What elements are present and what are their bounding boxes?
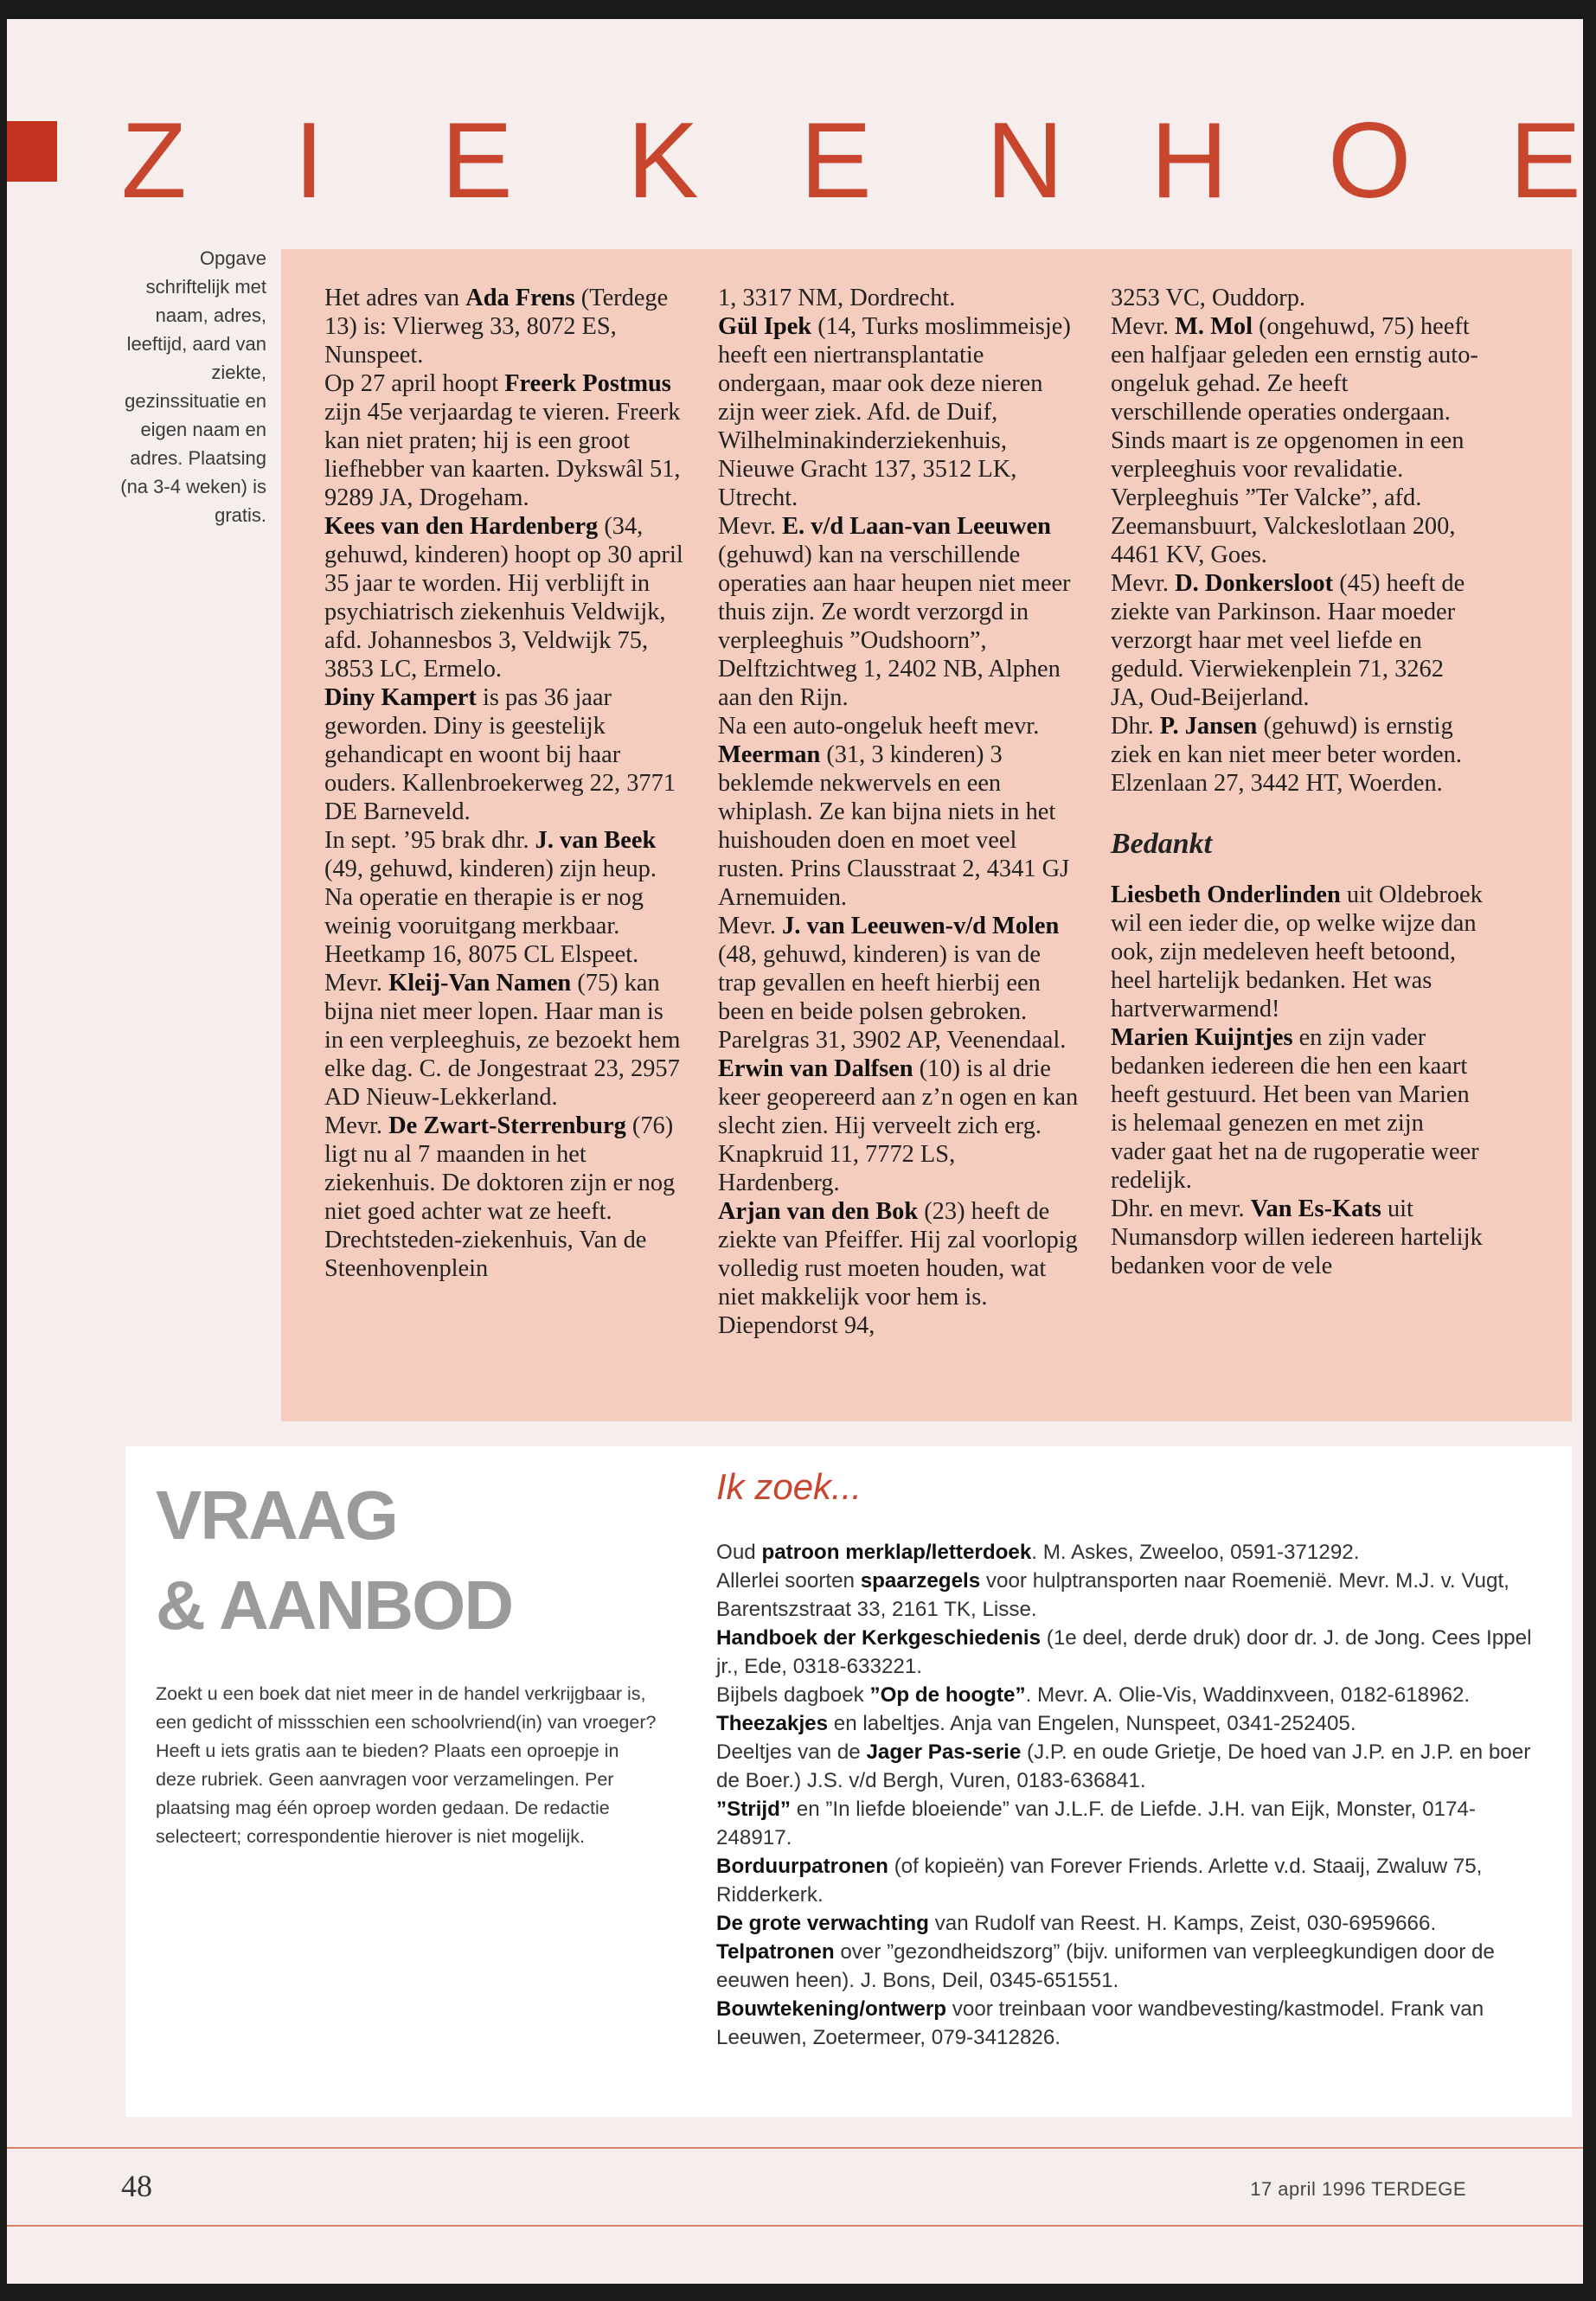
news-column-2 bbox=[718, 284, 1081, 1340]
entry-name: E. v/d Laan-van Leeuwen bbox=[782, 513, 1051, 540]
entry-name: Telpatronen bbox=[716, 1940, 835, 1964]
entry-name: Freerk Postmus bbox=[504, 370, 671, 397]
entry-name: Meerman bbox=[718, 741, 821, 768]
entry: Kees van den Hardenberg (34, gehuwd, kinderen) hoopt op 30 april 35 jaar te worden. Hij verblijft in psychiatrisch ziekenhuis Veldwijk, afd. Johannesbos 3, Veldwijk 75, 3853 LC, Ermelo. bbox=[324, 513, 683, 683]
title-letter: H bbox=[1151, 101, 1228, 212]
title-letter: Z bbox=[121, 101, 187, 212]
entry: In sept. ’95 brak dhr. J. van Beek (49, gehuwd, kinderen) zijn heup. Na operatie en therapie is er nog weinig vooruitgang merkbaar. Heetkamp 16, 8075 CL Elspeet. bbox=[324, 827, 657, 968]
title-letter: K bbox=[627, 101, 699, 212]
entry: Bijbels dagboek ”Op de hoogte”. Mevr. A. Olie-Vis, Waddinxveen, 0182-618962. bbox=[716, 1683, 1471, 1707]
entry: Borduurpatronen (of kopieën) van Forever Friends. Arlette v.d. Staaij, Zwaluw 75, Ridderkerk. bbox=[716, 1855, 1483, 1907]
vraag-aanbod-title bbox=[156, 1471, 571, 1650]
title-line-1: VRAAG bbox=[156, 1477, 397, 1554]
entry: Mevr. De Zwart-Sterrenburg (76) ligt nu al 7 maanden in het ziekenhuis. De doktoren zijn er nog niet goed achter wat ze heeft. Drechtsteden-ziekenhuis, Van de Steenhovenplein bbox=[324, 1112, 676, 1282]
entry: Telpatronen over ”gezondheidszorg” (bijv. uniformen van verpleegkundigen door de eeuwen heen). J. Bons, Deil, 0345-651551. bbox=[716, 1940, 1495, 1992]
title-letter: E bbox=[800, 101, 872, 212]
entry: Gül Ipek (14, Turks moslimmeisje) heeft een niertransplantatie ondergaan, maar ook deze nieren zijn weer ziek. Afd. de Duif, Wilhelminakinderziekenhuis, Nieuwe Gracht 137, 3512 LK, Utrecht. bbox=[718, 313, 1071, 511]
entry-name: J. van Leeuwen-v/d Molen bbox=[782, 913, 1060, 939]
entry-name: Van Es-Kats bbox=[1250, 1195, 1381, 1222]
entry: Erwin van Dalfsen (10) is al drie keer geopereerd aan z’n ogen en kan slecht zien. Hij verveelt zich erg. Knapkruid 11, 7772 LS, Hardenberg. bbox=[718, 1055, 1079, 1196]
header-accent-block bbox=[7, 121, 57, 182]
entry: Mevr. E. v/d Laan-van Leeuwen (gehuwd) kan na verschillende operaties aan haar heupen niet meer thuis zijn. Ze wordt verzorgd in verpleeghuis ”Oudshoorn”, Delftzichtweg 1, 2402 NB, Alphen aan den Rijn. bbox=[718, 513, 1071, 711]
bedankt-heading: Bedankt bbox=[1111, 828, 1213, 860]
title-letter: N bbox=[986, 101, 1064, 212]
entry: Theezakjes en labeltjes. Anja van Engelen, Nunspeet, 0341-252405. bbox=[716, 1712, 1356, 1735]
entry-name: Arjan van den Bok bbox=[718, 1198, 919, 1225]
entry: Dhr. P. Jansen (gehuwd) is ernstig ziek en kan niet meer beter worden. Elzenlaan 27, 3442 HT, Woerden. bbox=[1111, 713, 1462, 797]
entry-name: Kees van den Hardenberg bbox=[324, 513, 599, 540]
entry-name: Theezakjes bbox=[716, 1712, 829, 1735]
entry: Diny Kampert is pas 36 jaar geworden. Diny is geestelijk gehandicapt en woont bij haar ouders. Kallenbroekerweg 22, 3771 DE Barneveld. bbox=[324, 684, 676, 825]
entry-name: Jager Pas-serie bbox=[866, 1740, 1022, 1764]
entry-name: patroon merklap/letterdoek bbox=[761, 1541, 1032, 1564]
intro-text: Opgave schriftelijk met naam, adres, leeftijd, aard van ziekte, gezinssituatie en eigen naam en adres. Plaatsing (na 3-4 weken) is gratis. bbox=[120, 247, 266, 526]
title-letter: I bbox=[294, 101, 324, 212]
entry: Bouwtekening/ontwerp voor treinbaan voor wandbevesting/kastmodel. Frank van Leeuwen, Zoetermeer, 079-3412826. bbox=[716, 1997, 1484, 2049]
entry-name: ”Op de hoogte” bbox=[869, 1683, 1026, 1707]
entry: Deeltjes van de Jager Pas-serie (J.P. en oude Grietje, De hoed van J.P. en J.P. en boer de Boer.) J.S. v/d Bergh, Vuren, 0183-636841. bbox=[716, 1740, 1531, 1792]
entry: Mevr. J. van Leeuwen-v/d Molen (48, gehuwd, kinderen) is van de trap gevallen en heeft hierbij een been en beide polsen gebroken. Parelgras 31, 3902 AP, Veenendaal. bbox=[718, 913, 1067, 1054]
entry: Dhr. en mevr. Van Es-Kats uit Numansdorp willen iedereen hartelijk bedanken voor de vele bbox=[1111, 1195, 1483, 1279]
entry-name: Gül Ipek bbox=[718, 313, 812, 340]
news-column-1 bbox=[324, 284, 688, 1283]
entry-name: Handboek der Kerkgeschiedenis bbox=[716, 1626, 1042, 1650]
entry-name: Diny Kampert bbox=[324, 684, 477, 711]
title-letter: E bbox=[1509, 101, 1581, 212]
page-number: 48 bbox=[121, 2169, 152, 2203]
entry-name: Erwin van Dalfsen bbox=[718, 1055, 913, 1082]
entry: Liesbeth Onderlinden uit Oldebroek wil een ieder die, op welke wijze dan ook, zijn medeleven heeft betoond, heel hartelijk bedanken. Het was hartverwarmend! bbox=[1111, 881, 1483, 1022]
entry-name: Borduurpatronen bbox=[716, 1855, 888, 1878]
entry-name: Bouwtekening/ontwerp bbox=[716, 1997, 947, 2021]
column-3-items bbox=[1111, 284, 1483, 798]
entry-name: De grote verwachting bbox=[716, 1912, 929, 1935]
entry: Allerlei soorten spaarzegels voor hulptransporten naar Roemenië. Mevr. M.J. v. Vugt, Barentszstraat 33, 2161 TK, Lisse. bbox=[716, 1569, 1509, 1621]
entry: Op 27 april hoopt Freerk Postmus zijn 45e verjaardag te vieren. Freerk kan niet praten; hij is een groot liefhebber van kaarten. Dykswâl 51, 9289 JA, Drogeham. bbox=[324, 370, 681, 511]
title-line-2: & AANBOD bbox=[156, 1567, 513, 1644]
entry: Oud patroon merklap/letterdoek. M. Askes, Zweeloo, 0591-371292. bbox=[716, 1541, 1360, 1564]
section-title bbox=[121, 99, 1592, 212]
news-column-3 bbox=[1111, 284, 1483, 1280]
entry-name: P. Jansen bbox=[1159, 713, 1258, 740]
entry: Het adres van Ada Frens (Terdege 13) is: Vlierweg 33, 8072 ES, Nunspeet. bbox=[324, 285, 669, 369]
footer-rule-top bbox=[7, 2147, 1583, 2149]
entry-name: Marien Kuijntjes bbox=[1111, 1024, 1293, 1051]
bedankt-items bbox=[1111, 881, 1483, 1280]
entry: Mevr. M. Mol (ongehuwd, 75) heeft een halfjaar geleden een ernstig auto-ongeluk gehad. Ze heeft verschillende operaties ondergaan. Sinds maart is ze opgenomen in een verpleeghuis voor revalidatie. Verpleeghuis ”Ter Valcke”, afd. Zeemansbuurt, Valckeslotlaan 200, 4461 KV, Goes. bbox=[1111, 313, 1478, 568]
entry-name: M. Mol bbox=[1175, 313, 1253, 340]
ads-list bbox=[716, 1538, 1538, 2052]
ik-zoek-heading: Ik zoek... bbox=[716, 1466, 862, 1507]
entry: Arjan van den Bok (23) heeft de ziekte van Pfeiffer. Hij zal voorlopig volledig rust moeten houden, wat niet makkelijk voor hem is. Diependorst 94, bbox=[718, 1198, 1078, 1339]
entry-name: J. van Beek bbox=[535, 827, 657, 854]
entry: Mevr. D. Donkersloot (45) heeft de ziekte van Parkinson. Haar moeder verzorgt haar met veel liefde en geduld. Vierwiekenplein 71, 3262 JA, Oud-Beijerland. bbox=[1111, 570, 1465, 711]
entry: 1, 3317 NM, Dordrecht. bbox=[718, 285, 956, 311]
entry: De grote verwachting van Rudolf van Reest. H. Kamps, Zeist, 030-6959666. bbox=[716, 1912, 1437, 1935]
entry-name: Kleij-Van Namen bbox=[388, 970, 572, 997]
entry-name: De Zwart-Sterrenburg bbox=[388, 1112, 626, 1139]
entry: 3253 VC, Ouddorp. bbox=[1111, 285, 1306, 311]
vraag-aanbod-description: Zoekt u een boek dat niet meer in de handel verkrijgbaar is, een gedicht of missschien een schoolvriend(in) van vroeger? Heeft u iets gratis aan te bieden? Plaats een oproepje in deze rubriek. Geen aanvragen voor verzamelingen. Per plaatsing mag één oproep worden gedaan. De redactie selecteert; correspondentie hierover is niet mogelijk. bbox=[156, 1683, 657, 1847]
issue-info: 17 april 1996 TERDEGE bbox=[1250, 2178, 1466, 2200]
footer-rule-bottom bbox=[7, 2225, 1583, 2227]
entry-name: D. Donkersloot bbox=[1175, 570, 1334, 597]
title-letter: O bbox=[1328, 101, 1412, 212]
entry-name: Ada Frens bbox=[465, 285, 575, 311]
entry-name: Liesbeth Onderlinden bbox=[1111, 881, 1341, 908]
entry-name: spaarzegels bbox=[860, 1569, 981, 1593]
entry-name: ”Strijd” bbox=[716, 1798, 792, 1821]
entry: ”Strijd” en ”In liefde bloeiende” van J.L.F. de Liefde. J.H. van Eijk, Monster, 0174-248917. bbox=[716, 1798, 1476, 1849]
entry: Mevr. Kleij-Van Namen (75) kan bijna niet meer lopen. Haar man is in een verpleeghuis, ze bezoekt hem elke dag. C. de Jongestraat 23, 2957 AD Nieuw-Lekkerland. bbox=[324, 970, 681, 1111]
entry: Marien Kuijntjes en zijn vader bedanken iedereen die hen een kaart heeft gestuurd. Het been van Marien is helemaal genezen en met zijn vader gaat het na de rugoperatie weer redelijk. bbox=[1111, 1024, 1479, 1194]
title-letter: E bbox=[441, 101, 513, 212]
entry: Handboek der Kerkgeschiedenis (1e deel, derde druk) door dr. J. de Jong. Cees Ippel jr., Ede, 0318-633221. bbox=[716, 1626, 1532, 1678]
entry: Na een auto-ongeluk heeft mevr. Meerman (31, 3 kinderen) 3 beklemde nekwervels en een whiplash. Ze kan bijna niets in het huishouden doen en moet veel rusten. Prins Clausstraat 2, 4341 GJ Arnemuiden. bbox=[718, 713, 1070, 911]
